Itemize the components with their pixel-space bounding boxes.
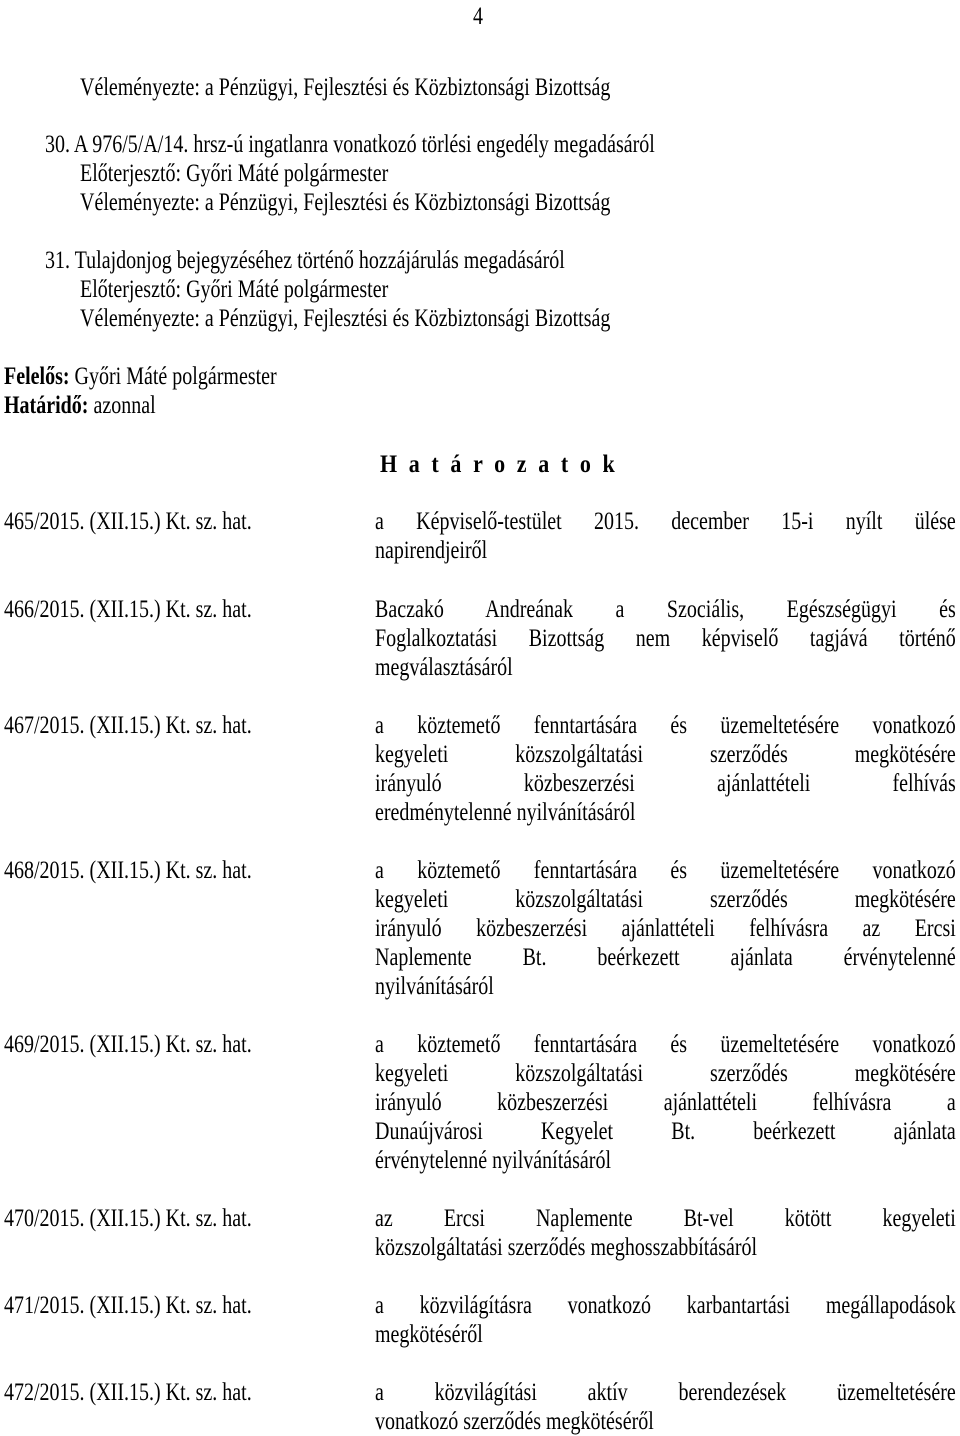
- responsible-label: Felelős:: [4, 363, 70, 390]
- resolution-number: 469/2015. (XII.15.) Kt. sz. hat.: [4, 1031, 252, 1058]
- resolution-subject-line: a köztemető fenntartására és üzemeltetésére vonatkozó: [375, 857, 956, 884]
- resolution-subject-line-wrap: [375, 740, 956, 769]
- resolution-subject-line-wrap: [375, 1320, 956, 1349]
- resolution-number: 468/2015. (XII.15.) Kt. sz. hat.: [4, 857, 252, 884]
- resolution-subject-line: Dunaújvárosi Kegyelet Bt. beérkezett ajánlata: [375, 1118, 956, 1145]
- resolution-subject-line: a köztemető fenntartására és üzemeltetésére vonatkozó: [375, 712, 956, 739]
- resolution-subject-line-wrap: [375, 1204, 956, 1233]
- resolution-subject-line: Naplemente Bt. beérkezett ajánlata érvénytelenné: [375, 944, 956, 971]
- resolution-subject-line-wrap: [375, 595, 956, 624]
- resolution-number: 472/2015. (XII.15.) Kt. sz. hat.: [4, 1379, 252, 1406]
- resolutions-heading: H a t á r o z a t o k: [380, 451, 618, 478]
- resolution-subject-line-wrap: [375, 943, 956, 972]
- resolution-subject-line: kegyeleti közszolgáltatási szerződés megkötésére: [375, 886, 956, 913]
- resolution-subject-line-wrap: [375, 1291, 956, 1320]
- resolution-subject-line: megkötéséről: [375, 1321, 483, 1348]
- agenda-item-presenter: Előterjesztő: Győri Máté polgármester: [80, 276, 389, 303]
- resolution-subject-line-wrap: [375, 507, 956, 536]
- deadline-line: [4, 391, 156, 420]
- resolution-subject-line-wrap: [375, 1030, 956, 1059]
- page-number: 4: [473, 3, 483, 30]
- resolution-subject-line: megválasztásáról: [375, 654, 513, 681]
- responsible-line: [4, 362, 277, 391]
- deadline-value: azonnal: [88, 392, 156, 419]
- resolution-subject-line: nyilvánításáról: [375, 973, 494, 1000]
- resolution-subject-line: közszolgáltatási szerződés meghosszabbításáról: [375, 1234, 758, 1261]
- resolution-subject-line-wrap: [375, 1407, 956, 1436]
- agenda-item-presenter: Előterjesztő: Győri Máté polgármester: [80, 160, 389, 187]
- resolution-subject-line: eredménytelenné nyilvánításáról: [375, 799, 636, 826]
- resolution-subject-line-wrap: [375, 624, 956, 653]
- resolution-subject-line: Foglalkoztatási Bizottság nem képviselő tagjává történő: [375, 625, 956, 652]
- resolution-subject-line-wrap: [375, 1233, 956, 1262]
- agenda-item-reviewer: Véleményezte: a Pénzügyi, Fejlesztési és Közbiztonsági Bizottság: [80, 305, 611, 332]
- resolution-subject-line: a köztemető fenntartására és üzemeltetésére vonatkozó: [375, 1031, 956, 1058]
- resolution-subject-line: kegyeleti közszolgáltatási szerződés megkötésére: [375, 741, 956, 768]
- deadline-label: Határidő:: [4, 392, 89, 419]
- resolution-subject-line-wrap: [375, 769, 956, 798]
- resolution-subject-line-wrap: [375, 1117, 956, 1146]
- resolution-subject-line-wrap: [375, 536, 956, 565]
- agenda-item-title: 30. A 976/5/A/14. hrsz-ú ingatlanra vonatkozó törlési engedély megadásáról: [45, 131, 655, 158]
- resolution-subject-line: a közvilágítási aktív berendezések üzemeltetésére: [375, 1379, 956, 1406]
- responsible-value: Győri Máté polgármester: [69, 363, 277, 390]
- resolution-number: 465/2015. (XII.15.) Kt. sz. hat.: [4, 508, 252, 535]
- resolution-subject-line-wrap: [375, 914, 956, 943]
- agenda-item-reviewer: Véleményezte: a Pénzügyi, Fejlesztési és Közbiztonsági Bizottság: [80, 189, 611, 216]
- resolution-subject-line: érvénytelenné nyilvánításáról: [375, 1147, 612, 1174]
- resolution-number: 470/2015. (XII.15.) Kt. sz. hat.: [4, 1205, 252, 1232]
- resolution-subject-line: a Képviselő-testület 2015. december 15-i nyílt ülése: [375, 508, 956, 535]
- resolution-subject-line: a közvilágításra vonatkozó karbantartási megállapodások: [375, 1292, 956, 1319]
- resolution-subject-line-wrap: [375, 856, 956, 885]
- resolution-subject-line-wrap: [375, 711, 956, 740]
- resolution-subject-line-wrap: [375, 972, 956, 1001]
- resolution-subject-line-wrap: [375, 1378, 956, 1407]
- resolution-subject-line: az Ercsi Naplemente Bt-vel kötött kegyeleti: [375, 1205, 956, 1232]
- resolution-subject-line-wrap: [375, 1059, 956, 1088]
- resolution-number: 467/2015. (XII.15.) Kt. sz. hat.: [4, 712, 252, 739]
- resolution-subject-line: Baczakó Andreának a Szociális, Egészségügyi és: [375, 596, 956, 623]
- resolution-subject-line-wrap: [375, 1088, 956, 1117]
- agenda-item-title: 31. Tulajdonjog bejegyzéséhez történő hozzájárulás megadásáról: [45, 247, 565, 274]
- resolution-subject-line: irányuló közbeszerzési ajánlattételi felhívás: [375, 770, 956, 797]
- resolution-number: 466/2015. (XII.15.) Kt. sz. hat.: [4, 596, 252, 623]
- resolution-subject-line-wrap: [375, 885, 956, 914]
- resolution-subject-line: irányuló közbeszerzési ajánlattételi felhívásra az Ercsi: [375, 915, 956, 942]
- resolution-subject-line-wrap: [375, 1146, 956, 1175]
- resolution-subject-line-wrap: [375, 798, 956, 827]
- resolution-number: 471/2015. (XII.15.) Kt. sz. hat.: [4, 1292, 252, 1319]
- opening-reviewer-line: Véleményezte: a Pénzügyi, Fejlesztési és Közbiztonsági Bizottság: [80, 74, 611, 101]
- resolution-subject-line: kegyeleti közszolgáltatási szerződés megkötésére: [375, 1060, 956, 1087]
- resolution-subject-line: napirendjeiről: [375, 537, 488, 564]
- resolution-subject-line-wrap: [375, 653, 956, 682]
- resolution-subject-line: vonatkozó szerződés megkötéséről: [375, 1408, 654, 1435]
- resolution-subject-line: irányuló közbeszerzési ajánlattételi felhívásra a: [375, 1089, 956, 1116]
